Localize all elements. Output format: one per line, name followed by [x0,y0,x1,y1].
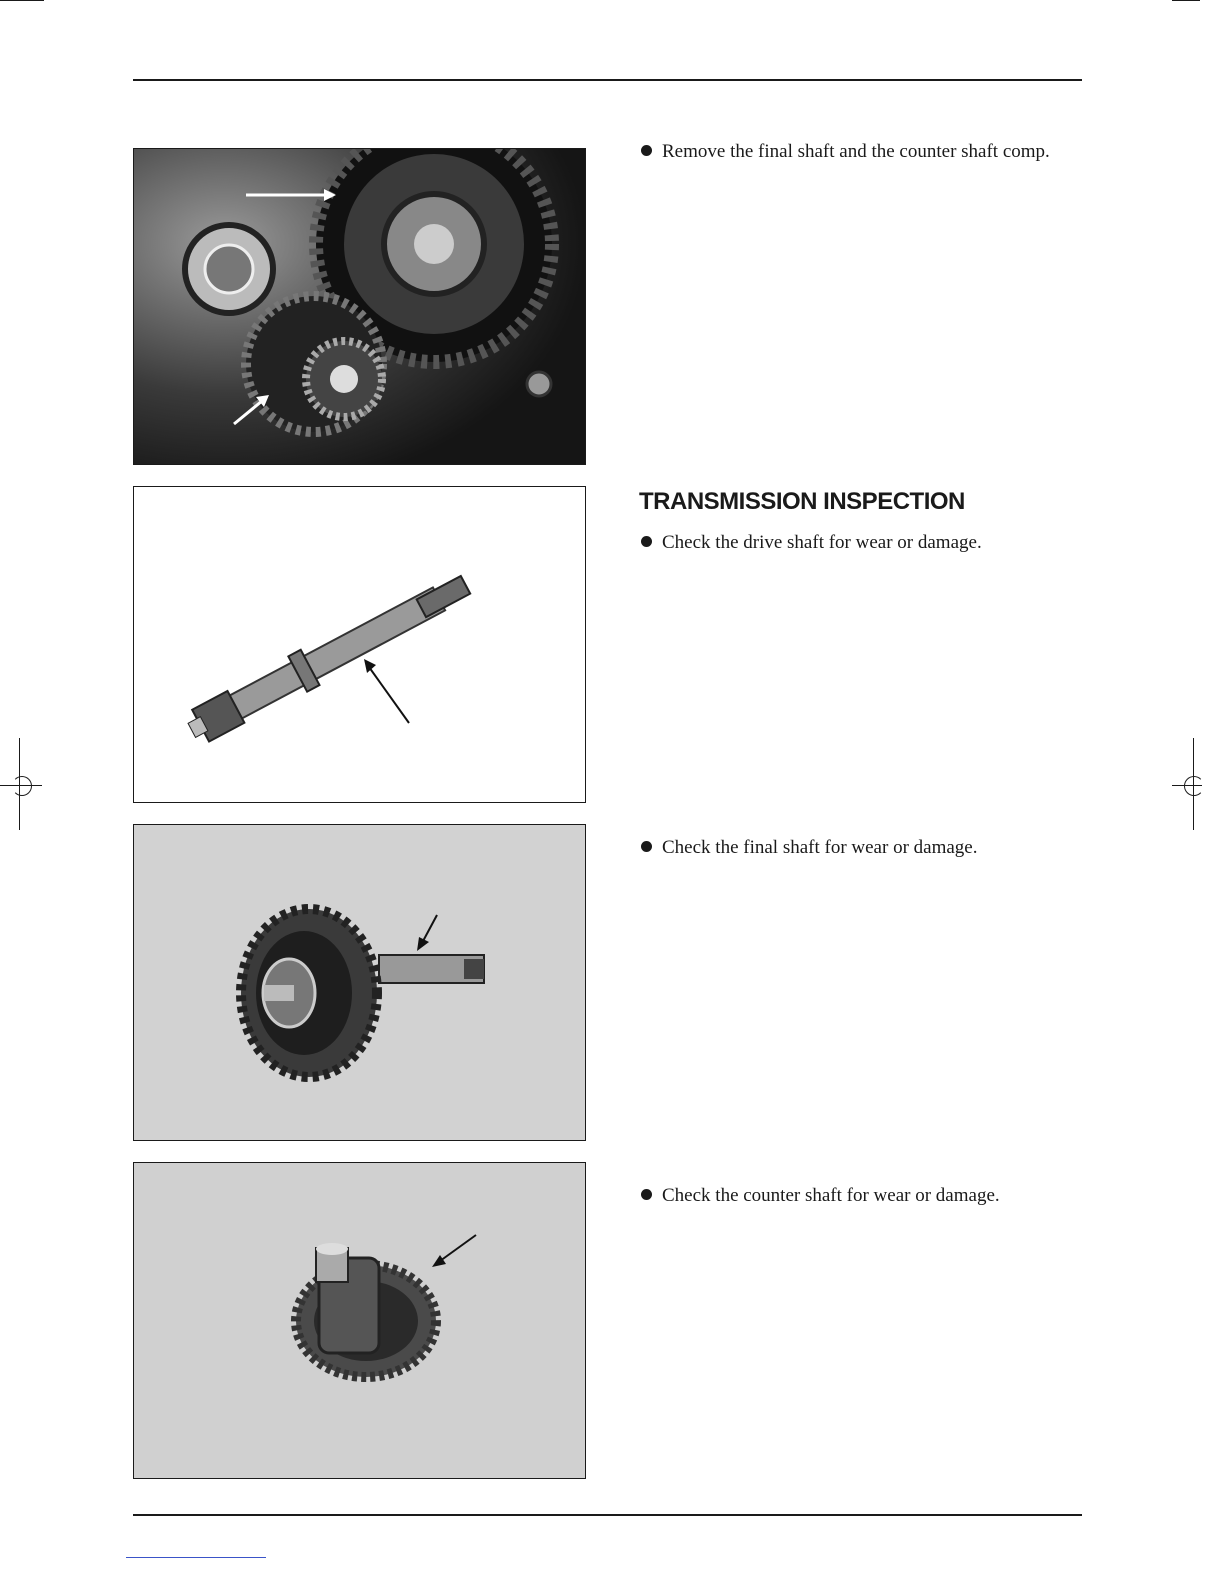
registration-mark [1184,776,1204,796]
bullet-icon [641,145,652,156]
photo-drive-shaft [133,486,586,803]
photo-final-shaft [133,824,586,1141]
crop-mark [0,0,44,1]
step-check-counter-shaft: Check the counter shaft for wear or damage. [641,1185,1000,1207]
crop-mark [1172,0,1200,1]
footer-link-underline[interactable] [126,1557,266,1558]
registration-mark [12,776,32,796]
step-check-drive-shaft: Check the drive shaft for wear or damage. [641,532,982,554]
bullet-icon [641,841,652,852]
section-heading: TRANSMISSION INSPECTION [639,488,965,515]
header-rule [133,79,1082,81]
step-remove-shafts: Remove the final shaft and the counter shaft comp. [641,141,1050,163]
bullet-icon [641,1189,652,1200]
photo-counter-shaft [133,1162,586,1479]
photo-gears-in-case [133,148,586,465]
footer-rule [133,1514,1082,1516]
bullet-icon [641,536,652,547]
step-check-final-shaft: Check the final shaft for wear or damage. [641,837,977,859]
